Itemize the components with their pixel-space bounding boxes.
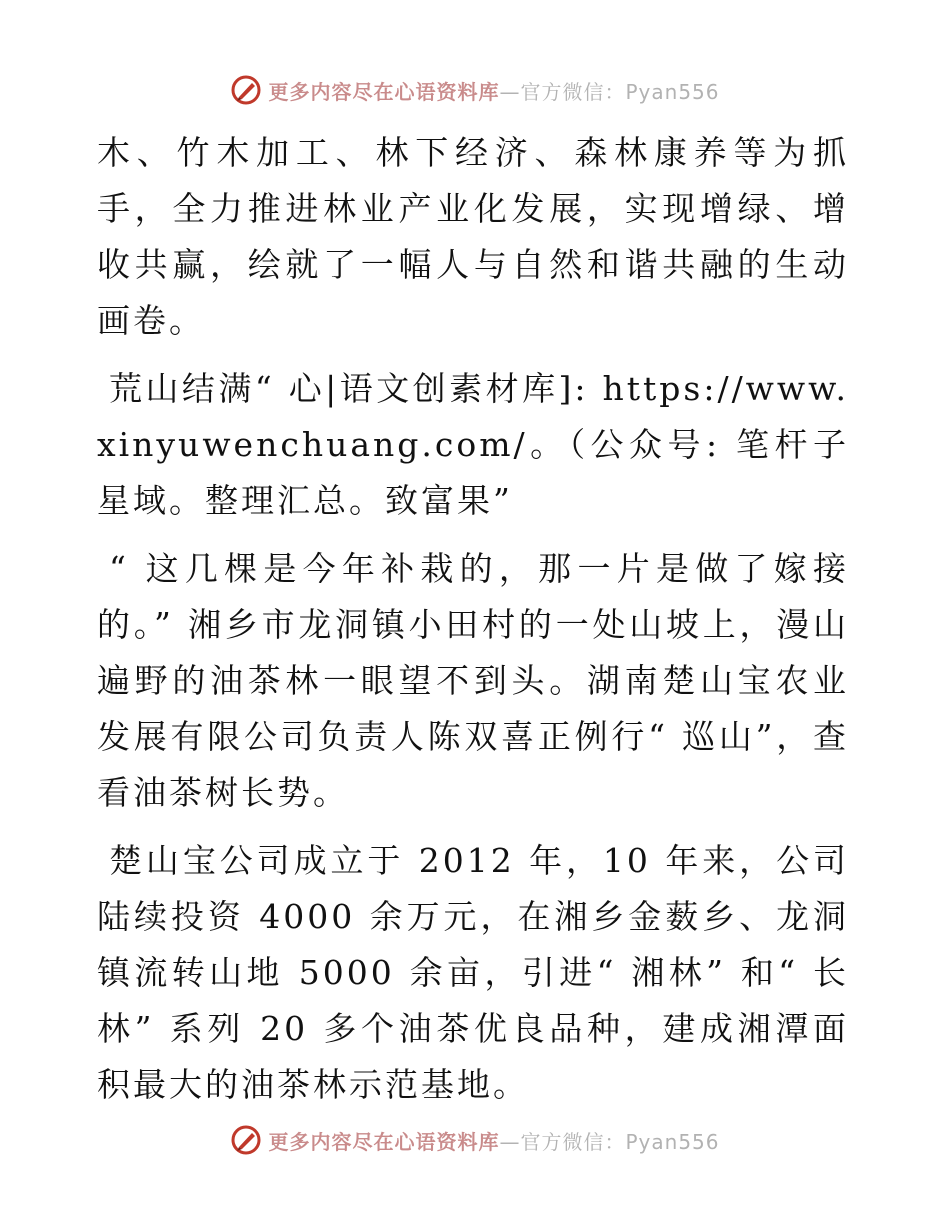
watermark-wechat-label: 官方微信： [520,1129,626,1154]
watermark-separator: — [499,1129,521,1154]
paragraph-subtitle-source: 荒山结满“ 心|语文创素材库]: https://www.xinyuwenchuang.com/。（公众号: 笔杆子星域。整理汇总。致富果” [97,369,849,520]
paragraph-company-history: 楚山宝公司成立于 2012 年，10 年来，公司陆续投资 4000 余万元，在湘乡金薮乡、龙洞镇流转山地 5000 余亩，引进“ 湘林” 和“ 长林” 系列 20 多个油茶优良品种，建成湘潭面积最大的油茶林示范基地。 [97,841,849,1104]
pen-logo-icon [230,1124,262,1156]
paragraph-patrol: “ 这几棵是今年补栽的，那一片是做了嫁接的。” 湘乡市龙洞镇小田村的一处山坡上，漫山遍野的油茶林一眼望不到头。湖南楚山宝农业发展有限公司负责人陈双喜正例行“ 巡山”，查看油茶树长势。 [97,549,849,812]
watermark-wechat-id: Pyan556 [625,79,720,104]
pen-logo-icon [230,74,262,106]
paragraph-forestry-industry: 木、竹木加工、林下经济、森林康养等为抓手，全力推进林业产业化发展，实现增绿、增收共赢，绘就了一幅人与自然和谐共融的生动画卷。 [97,133,849,340]
watermark-brand: 更多内容尽在心语资料库 [268,1129,500,1154]
watermark-separator: — [499,79,521,104]
watermark-brand: 更多内容尽在心语资料库 [268,79,500,104]
article-body [97,125,849,1125]
header-watermark-banner [0,70,950,110]
watermark-wechat-label: 官方微信： [520,79,626,104]
footer-watermark-text [268,1126,719,1155]
watermark-wechat-id: Pyan556 [625,1129,720,1154]
header-watermark-text [268,76,719,105]
footer-watermark-banner [0,1120,950,1160]
